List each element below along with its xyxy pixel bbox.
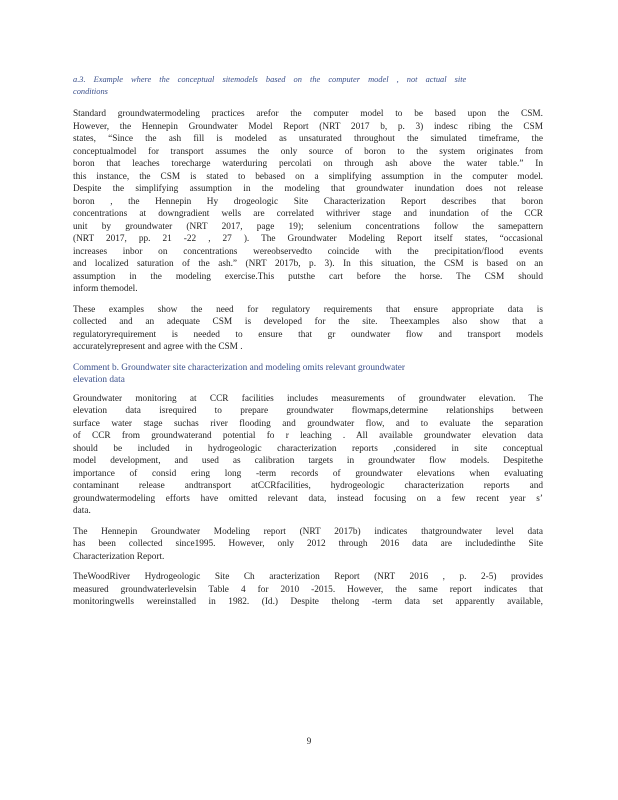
text-line: Despite the simplifying assumption in the modeling that groundwater inundation does not release xyxy=(73,184,543,194)
text-line: should be included in hydrogeologic characterization reports ,considered in site conceptual xyxy=(73,443,543,454)
example-caption xyxy=(73,74,543,98)
heading-line: Comment b. Groundwater site characterization and modeling omits relevant groundwater xyxy=(73,362,406,373)
text-line: unit by groundwater (NRT 2017, page 19); selenium concentrations follow the samepattern xyxy=(73,221,543,232)
text-line: These examples show the need for regulatory requirements that ensure appropriate data is xyxy=(73,304,543,315)
text-line: (NRT 2017, pp. 21 -22 , 27 ). The Groundwater Modeling Report itself states, “occasional xyxy=(73,234,543,244)
text-line: increases inbor on concentrations wereobservedto coincide with the precipitation/flood events xyxy=(73,246,543,257)
comment-b-heading xyxy=(73,362,543,387)
text-line: importance of consid ering long -term records of groundwater elevations when evaluating xyxy=(73,468,543,479)
text-line: Characterization Report. xyxy=(73,551,165,562)
text-line: boron , the Hennepin Hy drogeologic Site Characterization Report describes that boron xyxy=(73,196,543,207)
text-line: states, “Since the ash fill is modeled as unsaturated throughout the simulated timeframe, the xyxy=(73,134,543,144)
text-line: regulatoryrequirement is needed to ensure that gr oundwater flow and transport models xyxy=(73,329,543,340)
caption-line: a.3. Example where the conceptual sitemodels based on the computer model , not actual site xyxy=(73,75,467,84)
text-line: boron that leaches torecharge waterduring percolati on through ash above the water table.” In xyxy=(73,159,543,169)
text-line: data. xyxy=(73,506,91,516)
text-line: groundwatermodeling efforts have omitted relevant data, instead focusing on a few recent year s’ xyxy=(73,493,543,504)
text-line: this instance, the CSM is stated to bebased on a simplifying assumption in the computer model. xyxy=(73,171,543,182)
text-line: accuratelyrepresent and agree with the CSM . xyxy=(73,342,243,352)
text-line: However, the Hennepin Groundwater Model Report (NRT 2017 b, p. 3) indesc ribing the CSM xyxy=(73,121,543,132)
text-line: Groundwater monitoring at CCR facilities includes measurements of groundwater elevation. The xyxy=(73,393,543,404)
text-line: of CCR from groundwaterand potential fo r leaching . All available groundwater elevation data xyxy=(73,431,543,441)
text-line: contaminant release andtransport atCCRfacilities, hydrogeologic characterization reports and xyxy=(73,481,543,491)
text-line: collected and an adequate CSM is developed for the site. Theexamples also show that a xyxy=(73,317,543,327)
text-line: monitoringwells wereinstalled in 1982. (Id.) Despite thelong -term data set apparently available, xyxy=(73,597,543,607)
text-line: elevation data isrequired to prepare groundwater flowmaps,determine relationships between xyxy=(73,406,543,416)
text-line: TheWoodRiver Hydrogeologic Site Ch aracterization Report (NRT 2016 , p. 2-5) provides xyxy=(73,572,543,582)
paragraph-groundwater-monitoring xyxy=(73,393,543,518)
paragraph-csm-modeling xyxy=(73,108,543,296)
page-number: 9 xyxy=(306,736,312,746)
text-line: conceptualmodel for transport assumes the only source of boron to the system originates from xyxy=(73,146,543,157)
text-line: assumption in the modeling exercise.This putsthe cart before the horse. The CSM should xyxy=(73,271,543,282)
heading-line: elevation data xyxy=(73,375,125,385)
text-line: surface water stage suchas river flooding and groundwater flow, and to evaluate the separation xyxy=(73,418,543,429)
text-line: and localized saturation of the ash.” (NRT 2017b, p. 3). In this situation, the CSM is based on an xyxy=(73,259,543,269)
text-line: model development, and used as calibration targets in groundwater flow models. Despitethe xyxy=(73,456,543,466)
paragraph-hennepin-report xyxy=(73,526,543,564)
caption-line: conditions xyxy=(73,87,108,96)
page-content xyxy=(73,74,543,617)
text-line: The Hennepin Groundwater Modeling report (NRT 2017b) indicates thatgroundwater level data xyxy=(73,526,543,537)
paragraph-woodriver-report xyxy=(73,571,543,609)
text-line: concentrations at downgradient wells are correlated withriver stage and inundation of the CCR xyxy=(73,209,543,219)
text-line: has been collected since1995. However, only 2012 through 2016 data are includedinthe Site xyxy=(73,539,543,549)
paragraph-examples-need xyxy=(73,304,543,354)
text-line: measured groundwaterlevelsin Table 4 for 2010 -2015. However, the same report indicates that xyxy=(73,584,543,595)
text-line: Standard groundwatermodeling practices arefor the computer model to be based upon the CSM. xyxy=(73,109,543,119)
text-line: inform themodel. xyxy=(73,284,138,294)
